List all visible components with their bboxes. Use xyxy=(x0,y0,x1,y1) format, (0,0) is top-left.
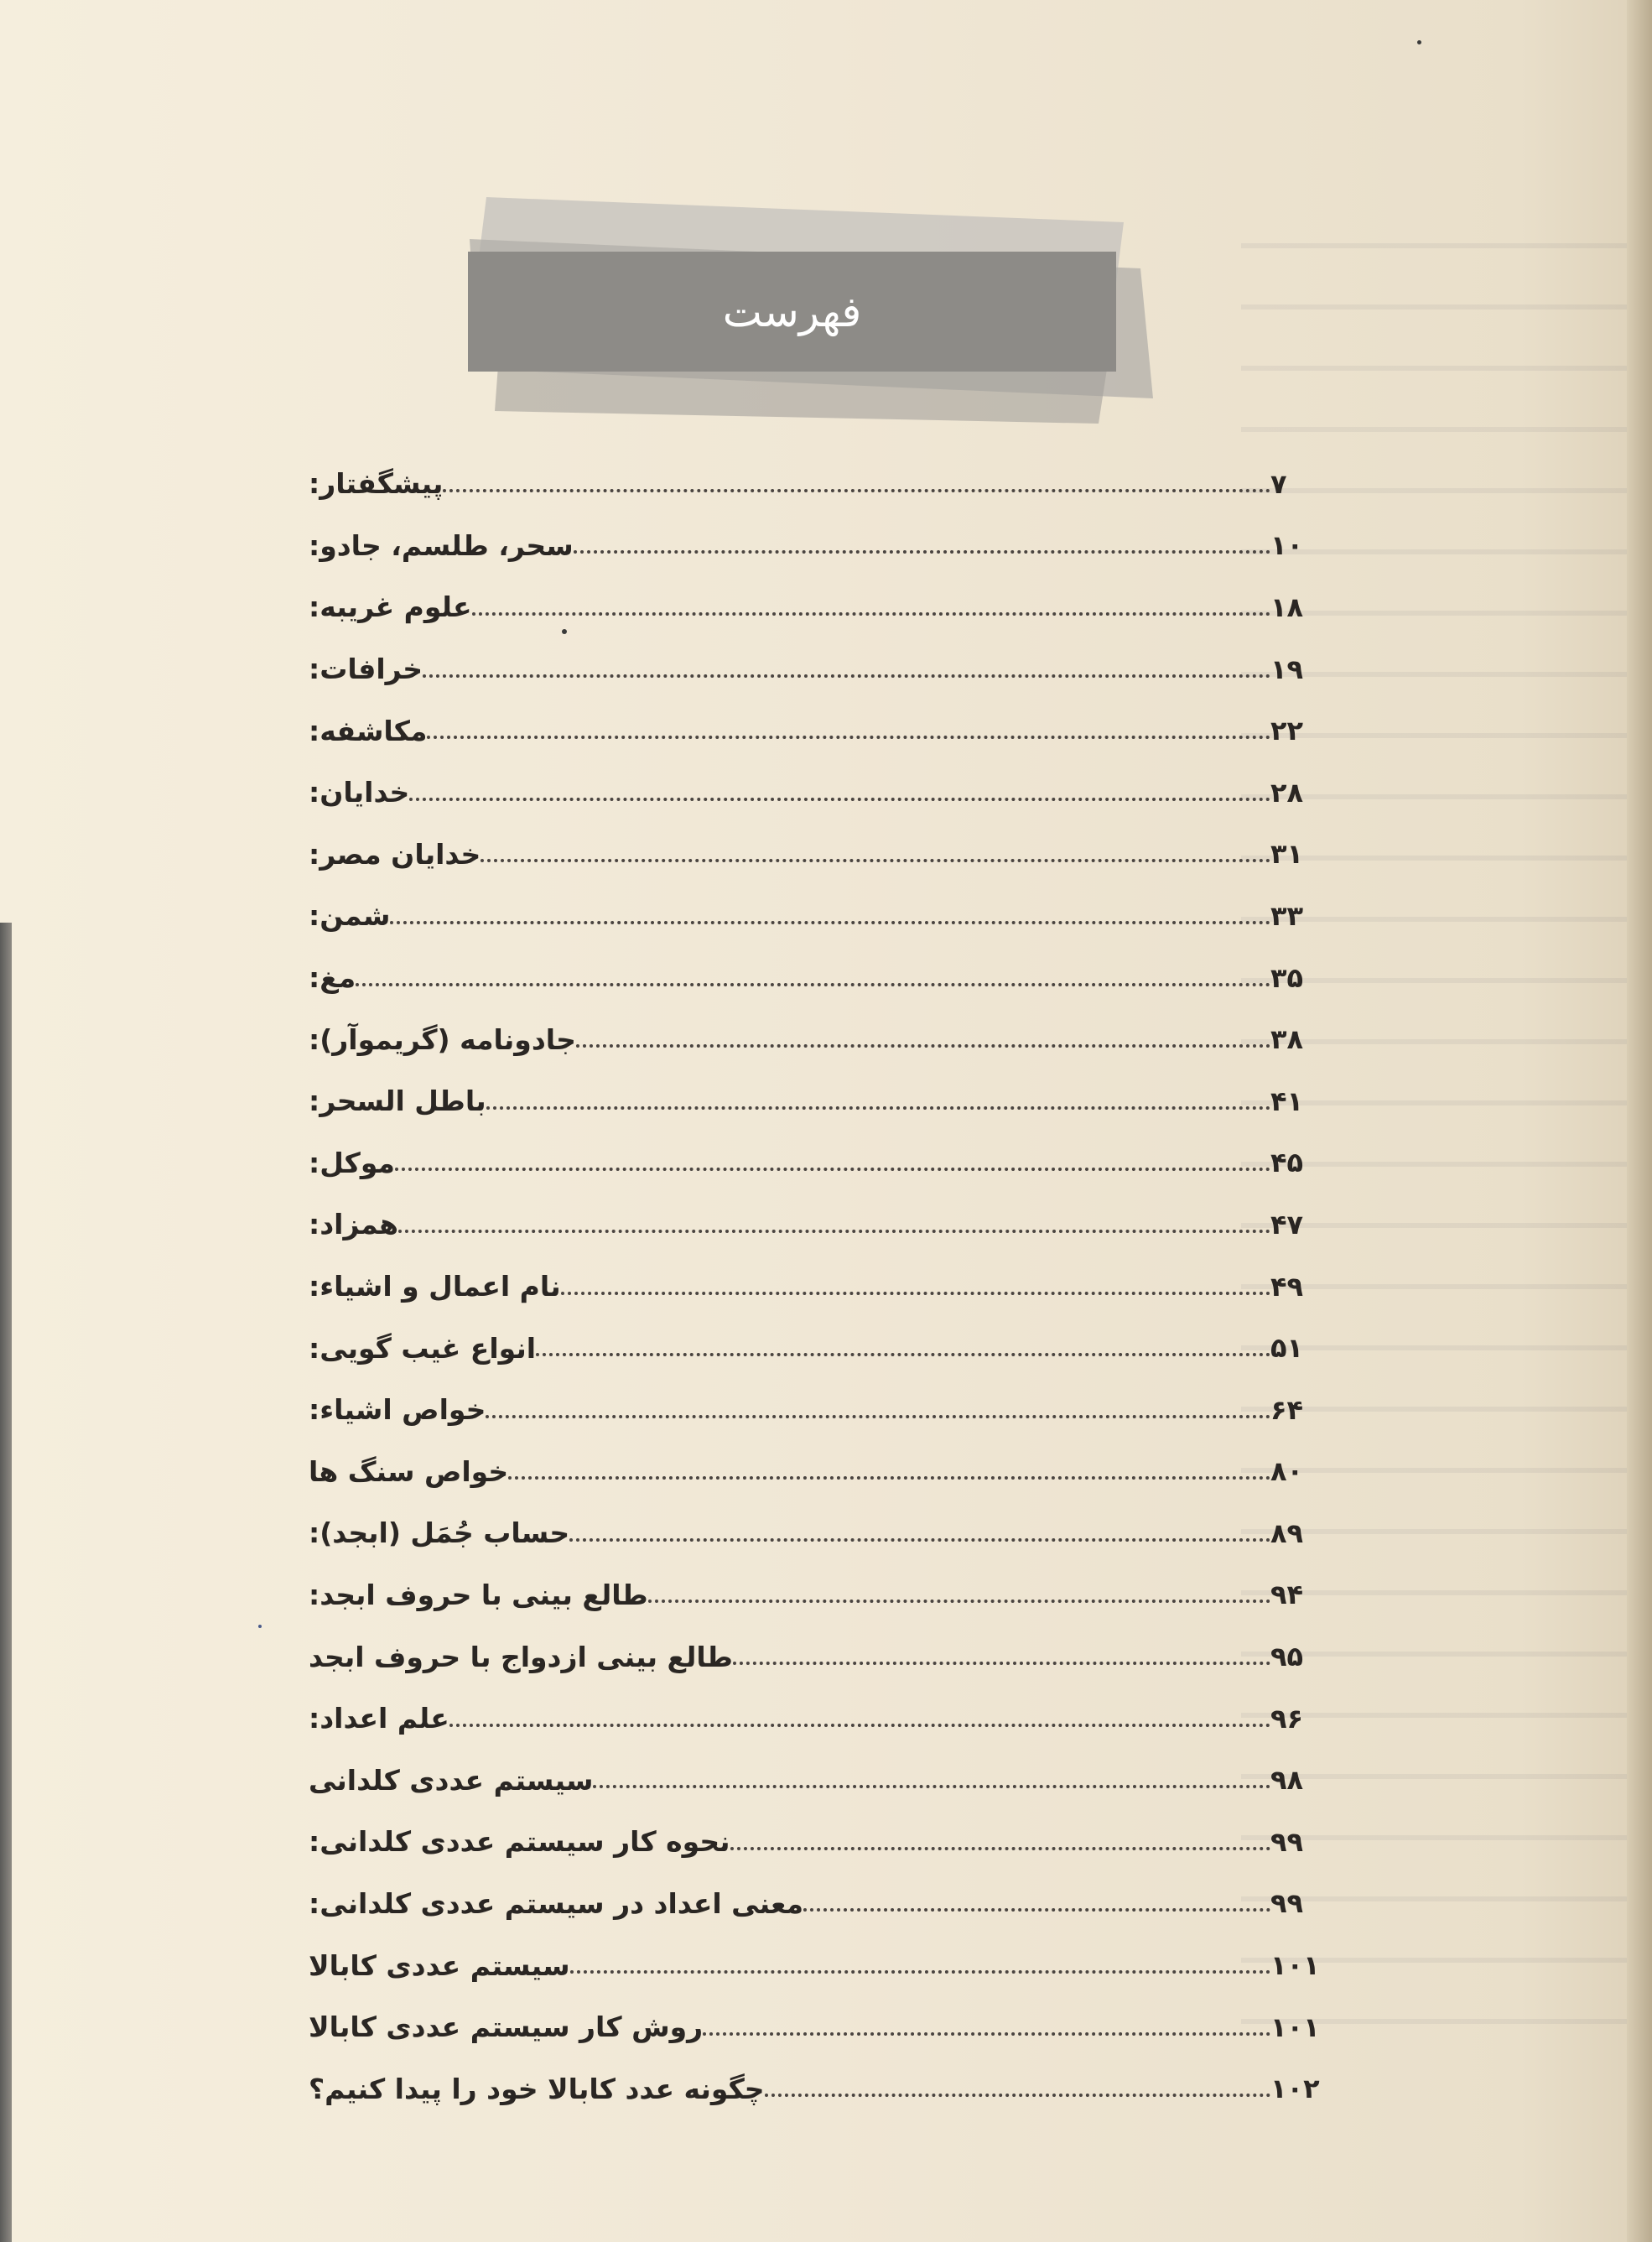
page-edge xyxy=(1627,0,1652,2242)
toc-entry-page: ۴۵ xyxy=(1270,1147,1304,1179)
toc-entry xyxy=(302,824,1346,886)
toc-entry xyxy=(302,515,1346,577)
toc-entry-page: ۴۷ xyxy=(1270,1208,1304,1241)
toc-entry-title: حساب جُمَل (ابجد): xyxy=(309,1516,570,1550)
dot-leader xyxy=(570,1970,1270,1974)
toc-entry-page: ۲۲ xyxy=(1270,715,1304,747)
dot-leader xyxy=(733,1662,1270,1665)
toc-entry xyxy=(302,453,1346,515)
toc-entry-title: سیستم عددی کابالا xyxy=(309,1948,570,1982)
toc-entry-page: ۹۵ xyxy=(1270,1641,1304,1673)
toc-entry-title: پیشگفتار: xyxy=(309,467,444,501)
toc-entry-page: ۳۱ xyxy=(1270,838,1304,871)
toc-entry-title: خرافات: xyxy=(309,653,423,686)
toc-entry xyxy=(302,1317,1346,1379)
table-of-contents xyxy=(302,453,1346,2120)
toc-heading-card xyxy=(468,252,1116,372)
toc-entry-title: خدایان: xyxy=(309,776,410,809)
toc-entry xyxy=(302,2057,1346,2120)
toc-entry-page: ۱۰۱ xyxy=(1270,2011,1320,2043)
toc-entry-title: خواص اشیاء: xyxy=(309,1393,486,1427)
dot-leader xyxy=(536,1353,1270,1356)
toc-entry-title: نام اعمال و اشیاء: xyxy=(309,1270,561,1303)
binding-shadow xyxy=(0,923,12,2242)
toc-entry-title: شمن: xyxy=(309,899,391,933)
toc-entry-page: ۹۶ xyxy=(1270,1702,1304,1735)
toc-entry-title: سیستم عددی کلدانی xyxy=(309,1763,594,1797)
toc-entry-page: ۱۰۲ xyxy=(1270,2073,1320,2105)
toc-heading: فهرست xyxy=(722,287,862,336)
toc-entry-title: همزاد: xyxy=(309,1208,398,1241)
toc-entry xyxy=(302,1008,1346,1070)
paper-speck xyxy=(258,1625,262,1628)
toc-entry xyxy=(302,1256,1346,1318)
toc-entry-title: جادونامه (گریموآر): xyxy=(309,1022,576,1056)
toc-entry-page: ۱۸ xyxy=(1270,590,1304,623)
toc-entry-title: خواص سنگ ها xyxy=(309,1454,509,1488)
toc-entry-page: ۳۸ xyxy=(1270,1023,1304,1056)
toc-entry-page: ۹۹ xyxy=(1270,1887,1304,1920)
dot-leader xyxy=(427,736,1270,739)
toc-entry-page: ۹۸ xyxy=(1270,1764,1304,1797)
paper-speck xyxy=(1417,40,1421,44)
toc-entry-title: علم اعداد: xyxy=(309,1702,449,1735)
toc-entry-title: طالع بینی با حروف ابجد: xyxy=(309,1578,648,1611)
dot-leader xyxy=(472,612,1270,616)
toc-entry-page: ۳۵ xyxy=(1270,961,1304,994)
toc-entry xyxy=(302,1441,1346,1503)
toc-entry xyxy=(302,1070,1346,1132)
dot-leader xyxy=(593,1785,1270,1788)
dot-leader xyxy=(449,1724,1270,1727)
toc-entry-page: ۲۸ xyxy=(1270,776,1304,809)
toc-entry-page: ۹۹ xyxy=(1270,1825,1304,1858)
toc-entry xyxy=(302,576,1346,638)
toc-entry xyxy=(302,1379,1346,1441)
toc-entry-page: ۹۴ xyxy=(1270,1579,1304,1611)
dot-leader xyxy=(423,674,1270,678)
toc-entry-title: طالع بینی ازدواج با حروف ابجد xyxy=(309,1640,733,1673)
toc-entry-title: باطل السحر: xyxy=(309,1085,486,1118)
toc-entry-title: روش کار سیستم عددی کابالا xyxy=(309,2011,704,2044)
toc-entry-title: معنی اعداد در سیستم عددی کلدانی: xyxy=(309,1886,804,1920)
toc-entry xyxy=(302,947,1346,1009)
toc-entry-page: ۸۹ xyxy=(1270,1516,1304,1549)
toc-entry-page: ۴۹ xyxy=(1270,1270,1304,1303)
toc-entry-title: انواع غیب گویی: xyxy=(309,1331,537,1365)
toc-entry xyxy=(302,700,1346,762)
dot-leader xyxy=(765,2094,1270,2097)
toc-entry-page: ۴۱ xyxy=(1270,1085,1304,1117)
dot-leader xyxy=(486,1415,1270,1418)
toc-entry-page: ۶۴ xyxy=(1270,1393,1304,1426)
dot-leader xyxy=(648,1600,1270,1603)
dot-leader xyxy=(561,1292,1270,1295)
toc-entry-page: ۱۹ xyxy=(1270,653,1304,685)
toc-entry-title: علوم غریبه: xyxy=(309,590,472,624)
dot-leader xyxy=(398,1230,1270,1233)
toc-entry xyxy=(302,762,1346,824)
toc-entry xyxy=(302,1873,1346,1935)
toc-entry xyxy=(302,1688,1346,1750)
toc-entry-title: مکاشفه: xyxy=(309,714,428,747)
dot-leader xyxy=(443,489,1270,492)
dot-leader xyxy=(576,1044,1270,1048)
paper-speck xyxy=(562,629,567,634)
dot-leader xyxy=(409,798,1270,801)
toc-entry xyxy=(302,1934,1346,1996)
toc-entry xyxy=(302,1626,1346,1688)
toc-entry-title: موکل: xyxy=(309,1146,395,1179)
toc-entry-page: ۱۰ xyxy=(1270,529,1304,562)
toc-entry-page: ۳۳ xyxy=(1270,899,1304,932)
toc-entry xyxy=(302,1749,1346,1811)
toc-entry xyxy=(302,1194,1346,1256)
dot-leader xyxy=(730,1847,1270,1850)
toc-entry-page: ۱۰۱ xyxy=(1270,1949,1320,1982)
toc-entry-page: ۵۱ xyxy=(1270,1332,1304,1365)
toc-entry xyxy=(302,1502,1346,1564)
toc-entry-page: ۷ xyxy=(1270,467,1287,500)
toc-entry xyxy=(302,638,1346,700)
toc-entry xyxy=(302,1564,1346,1626)
toc-entry-title: سحر، طلسم، جادو: xyxy=(309,528,574,562)
toc-entry xyxy=(302,1132,1346,1194)
dot-leader xyxy=(803,1908,1270,1912)
toc-entry-title: نحوه کار سیستم عددی کلدانی: xyxy=(309,1825,730,1859)
dot-leader xyxy=(395,1168,1270,1171)
toc-entry-title: مغ: xyxy=(309,961,356,995)
toc-entry-page: ۸۰ xyxy=(1270,1455,1304,1488)
dot-leader xyxy=(481,859,1270,862)
toc-entry xyxy=(302,885,1346,947)
dot-leader xyxy=(390,921,1270,924)
dot-leader xyxy=(703,2032,1270,2036)
dot-leader xyxy=(356,983,1270,986)
dot-leader xyxy=(508,1476,1270,1480)
dot-leader xyxy=(574,550,1270,554)
toc-entry xyxy=(302,1811,1346,1873)
toc-entry xyxy=(302,1996,1346,2058)
toc-entry-title: چگونه عدد کابالا خود را پیدا کنیم؟ xyxy=(309,2072,765,2105)
dot-leader xyxy=(569,1538,1270,1542)
dot-leader xyxy=(486,1106,1270,1110)
toc-entry-title: خدایان مصر: xyxy=(309,837,481,871)
